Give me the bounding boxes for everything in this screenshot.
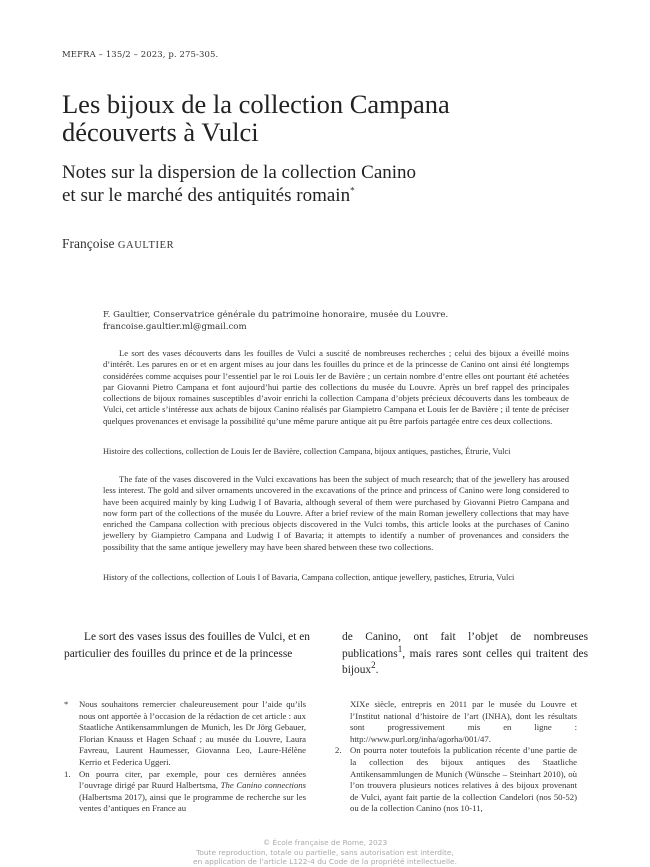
footnote-ref-1: 1 — [397, 643, 403, 654]
article-title — [62, 90, 602, 146]
affiliation-line: F. Gaultier, Conservatrice générale du patrimoine honoraire, musée du Louvre. — [103, 310, 449, 320]
body-text-b: , mais rares sont celles qui traitent des bijoux — [342, 647, 588, 676]
subtitle-line-2 — [62, 184, 622, 207]
footnote-star — [64, 699, 306, 769]
footnote-italic-title: The Canino connections — [220, 780, 307, 791]
body-column-left — [64, 629, 310, 662]
footnotes-right — [335, 699, 577, 815]
author-first-name: Françoise — [62, 236, 118, 251]
footer-copyright: © École française de Rome, 2023 — [262, 838, 388, 847]
author-affiliation — [103, 310, 563, 333]
footnote-ref-2: 2 — [371, 660, 376, 671]
subtitle-line-1: Notes sur la dispersion de la collection Canino — [62, 162, 417, 183]
footnotes-left — [64, 699, 306, 815]
footer-legal: en application de l’article L122-4 du Code de la propriété intellectuelle. — [193, 857, 457, 867]
body-text-a: de Canino, ont fait l’objet de nombreuses publications — [342, 631, 588, 660]
article-subtitle — [62, 161, 622, 207]
footnote-1 — [64, 769, 306, 815]
abstract-english — [103, 474, 569, 553]
body-column-right — [342, 629, 588, 679]
author-last-name: GAULTIER — [117, 240, 175, 251]
body-text-c: . — [375, 664, 379, 676]
title-line-1: Les bijoux de la collection Campana — [62, 89, 450, 119]
body-paragraph: Le sort des vases issus des fouilles de Vulci, et en particulier des fouilles du prince et de la princesse — [64, 631, 310, 660]
subtitle-note-mark: * — [350, 185, 355, 196]
body-paragraph-continued — [342, 629, 588, 679]
footnote-text-b: (Halbertsma 2017), ainsi que le programme de recherche sur les ventes d’antiques en France au — [79, 791, 306, 814]
author-name — [62, 236, 174, 252]
keywords-french: Histoire des collections, collection de Louis Ier de Bavière, collection Campana, bijoux antiques, pastiches, Étrurie, Vulci — [103, 447, 511, 456]
journal-citation: MEFRA – 135/2 – 2023, p. 275-305. — [62, 50, 219, 60]
footnote-text: On pourra citer, par exemple, pour ces dernières années l’ouvrage dirigé par Ruurd Halbertsma, — [79, 768, 306, 791]
footnote-text: Nous souhaitons remercier chaleureusement pour l’aide qu’ils nous ont apportée à l’occasion de la rédaction de cet article : aux Staatliche Antikensammlungen de Munich, les Dr Jörg Gebauer, Florian Knauss et Hagen Schaaf ; au musée du Louvre, Laura Favreau, Laurent Haumesser, Giovanna Leo, Laure-Hélène Kerrio et Federica Uggeri. — [79, 699, 306, 767]
keywords-english: History of the collections, collection of Louis I of Bavaria, Campana collection, antique jewellery, pastiches, Etruria, Vulci — [103, 573, 515, 582]
subtitle-line-2-text: et sur le marché des antiquités romain — [62, 185, 351, 206]
footnote-mark: * — [64, 699, 69, 709]
abstract-french-text: Le sort des vases découverts dans les fouilles de Vulci a suscité de nombreuses recherches ; celui des bijoux a éveillé moins d’intérêt. Les parures en or et en argent mises au jour dans les fouilles du prince et de la princesse de Canino ont ainsi été longtemps considérées comme acquises pour l’essentiel par le roi Louis Ier de Bavière ; un certain nombre d’entre elles ont pourtant été achetées par Giovanni Pietro Campana et font aujourd’hui partie des collections du musée du Louvre. Après un bref rappel des principales collections de bijoux romaines susceptibles d’avoir enrichi la collection Campana d’objets précieux découverts dans les tombeaux de Vulci, cet article s’intéresse aux achats de bijoux Canino réalisés par Giampietro Campana et Louis Ier de Bavière ; il tente de préciser quelques provenances et envisage la possibilité qu’une même parure antique ait pu être parfois partagée entre ces deux collections. — [103, 348, 569, 426]
copyright-footer — [0, 838, 650, 867]
abstract-french — [103, 348, 569, 427]
abstract-english-text: The fate of the vases discovered in the Vulci excavations has been the subject of much research; that of the jewellery has aroused less interest. The gold and silver ornaments uncovered in the excavations of the prince and princess of Canino were long considered to have been acquired mainly by king Ludwig I of Bavaria, although several of them were purchased by Giovanni Pietro Campana and now form part of the collections of the musée du Louvre. After a brief review of the main Roman jewellery collections that may have enriched the Campana collection with precious objects discovered in the Vulci tombs, this article looks at the purchases of Canino jewellery by Giampietro Campana and Ludwig I of Bavaria; it attempts to identify a number of provenances and considers the possibility that the same antique jewellery may have been shared between these two collections. — [103, 474, 569, 552]
affiliation-email: francoise.gaultier.ml@gmail.com — [103, 321, 247, 332]
footnote-mark: 2. — [335, 745, 342, 756]
footnote-2 — [335, 745, 577, 815]
title-line-2: découverts à Vulci — [62, 117, 259, 147]
footnote-mark: 1. — [64, 768, 71, 779]
footer-notice: Toute reproduction, totale ou partielle, sans autorisation est interdite, — [196, 847, 454, 857]
footnote-1-continued: XIXe siècle, entrepris en 2011 par le musée du Louvre et l’Institut national d’histoire de l’art (INHA), dont les résultats sont progressivement mis en ligne : http://www.purl.org/inha/agorha/001/47. — [350, 699, 577, 744]
footnote-text: On pourra noter toutefois la publication récente d’une partie de la collection des bijoux antiques des Staatliche Antikensammlungen de Munich (Wünsche – Steinhart 2010), où l’on trouvera plusieurs notices relatives à des bijoux provenant de Vulci, ayant fait partie de la collection Candelori (nos 50-52) ou de la collection Canino (nos 10-11, — [350, 745, 577, 814]
